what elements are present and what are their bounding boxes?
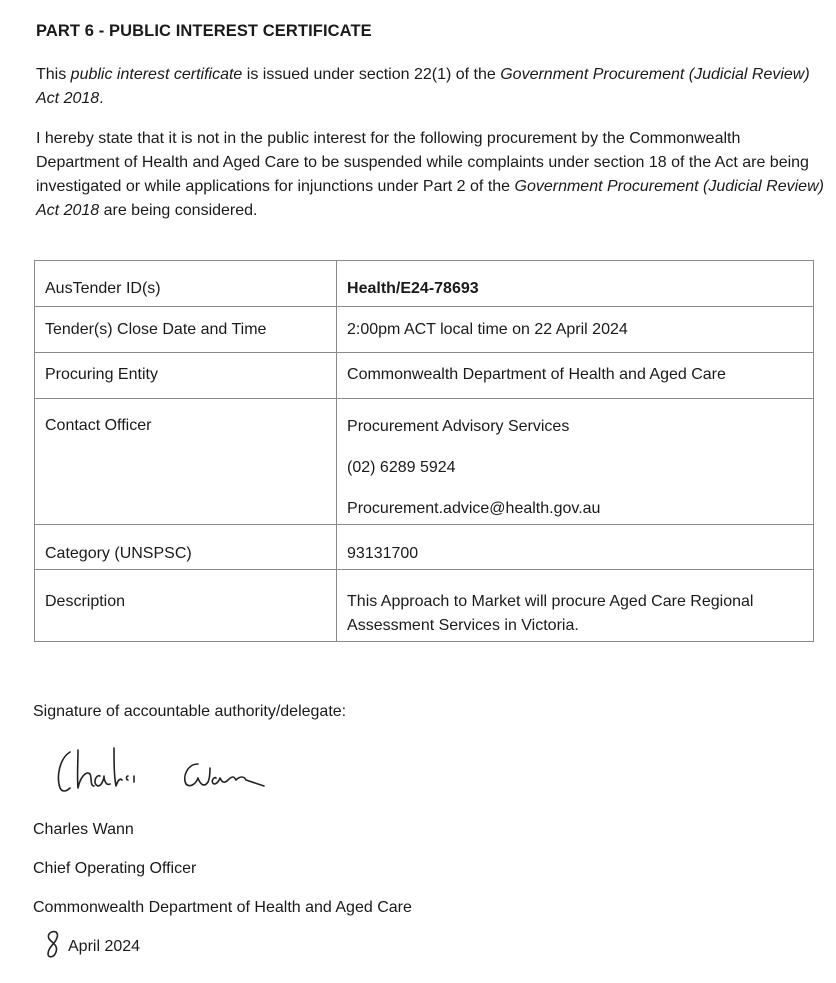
category-value: 93131700	[337, 525, 814, 570]
handwritten-signature	[48, 742, 288, 802]
close-date-value: 2:00pm ACT local time on 22 April 2024	[337, 307, 814, 353]
date-month-year: April 2024	[68, 938, 141, 955]
austender-label: AusTender ID(s)	[35, 261, 337, 307]
procuring-entity-value: Commonwealth Department of Health and Aged Care	[337, 353, 814, 399]
signatory-name: Charles Wann	[33, 821, 134, 838]
page-title: PART 6 - PUBLIC INTEREST CERTIFICATE	[36, 22, 372, 40]
contact-email: Procurement.advice@health.gov.au	[347, 500, 601, 517]
intro-text-5: .	[99, 90, 104, 107]
contact-officer-value	[337, 399, 814, 525]
procurement-details-table	[34, 260, 814, 642]
procuring-entity-label: Procuring Entity	[35, 353, 337, 399]
intro-text-2: public interest certificate	[70, 66, 243, 83]
contact-phone: (02) 6289 5924	[347, 459, 456, 476]
intro-text-3: is issued under section 22(1) of the	[242, 66, 501, 83]
table-row	[35, 261, 814, 307]
statement-paragraph	[36, 127, 826, 223]
intro-act-title: Government Procurement (Judicial Review) Act 2018	[36, 66, 810, 107]
austender-value: Health/E24-78693	[337, 261, 814, 307]
table-row	[35, 525, 814, 570]
signatory-title: Chief Operating Officer	[33, 860, 197, 877]
contact-unit: Procurement Advisory Services	[347, 418, 570, 435]
contact-officer-label: Contact Officer	[35, 399, 337, 525]
table-row	[35, 399, 814, 525]
statement-text-3: are being considered.	[99, 202, 258, 219]
handwritten-day	[42, 928, 64, 960]
table-row	[35, 570, 814, 642]
intro-text-1: This	[36, 66, 71, 83]
description-value: This Approach to Market will procure Aged Care Regional Assessment Services in Victoria.	[337, 570, 814, 642]
table-row	[35, 307, 814, 353]
table-row	[35, 353, 814, 399]
category-label: Category (UNSPSC)	[35, 525, 337, 570]
signatory-organisation: Commonwealth Department of Health and Aged Care	[33, 899, 412, 916]
close-date-label: Tender(s) Close Date and Time	[35, 307, 337, 353]
statement-text-1: I hereby state that it is not in the public interest for the following procurement by the Commonwealth Department of Health and Aged Care to be suspended while complaints under section 18 of the Act are being investigated or while applications for injunctions under Part 2 of the	[36, 130, 809, 195]
intro-paragraph	[36, 63, 826, 111]
statement-act-title: Government Procurement (Judicial Review) Act 2018	[36, 178, 824, 219]
signature-label: Signature of accountable authority/delegate:	[33, 703, 347, 720]
description-label: Description	[35, 570, 337, 642]
